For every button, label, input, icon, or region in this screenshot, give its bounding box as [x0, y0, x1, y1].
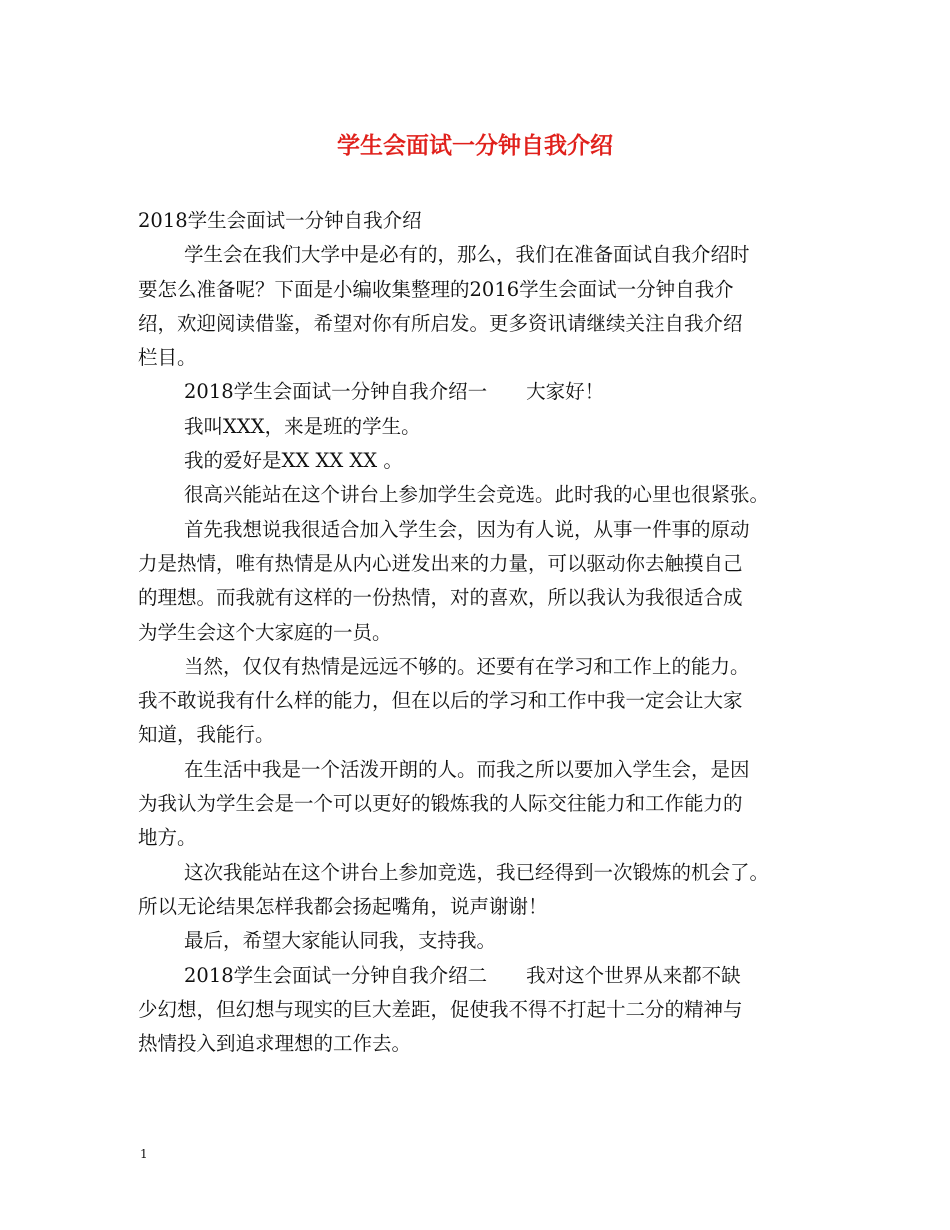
- text-line: 我不敢说我有什么样的能力，但在以后的学习和工作中我一定会让大家: [138, 689, 743, 713]
- text-line: 最后，希望大家能认同我，支持我。: [184, 929, 497, 953]
- text-line: 要怎么准备呢？下面是小编收集整理的2016学生会面试一分钟自我介: [138, 277, 734, 301]
- text-line: 2018学生会面试一分钟自我介绍一 大家好！: [184, 380, 605, 404]
- text-line: 知道，我能行。: [138, 723, 275, 747]
- text-line: 的理想。而我就有这样的一份热情，对的喜欢，所以我认为我很适合成: [138, 586, 743, 610]
- document-body: [138, 204, 828, 1061]
- text-line: 首先我想说我很适合加入学生会，因为有人说，从事一件事的原动: [184, 517, 750, 541]
- page-number: 1: [140, 1147, 148, 1161]
- text-line: 为学生会这个大家庭的一员。: [138, 620, 392, 644]
- text-line: 少幻想，但幻想与现实的巨大差距，促使我不得不打起十二分的精神与: [138, 997, 743, 1021]
- text-line: 很高兴能站在这个讲台上参加学生会竞选。此时我的心里也很紧张。: [184, 483, 770, 507]
- text-line: 我的爱好是XX XX XX 。: [184, 449, 403, 473]
- text-line: 所以无论结果怎样我都会扬起嘴角，说声谢谢！: [138, 894, 548, 918]
- text-line: 我叫XXX，来是班的学生。: [184, 414, 421, 438]
- text-line: 2018学生会面试一分钟自我介绍: [138, 209, 422, 232]
- text-line: 绍，欢迎阅读借鉴，希望对你有所启发。更多资讯请继续关注自我介绍: [138, 311, 743, 335]
- text-line: 2018学生会面试一分钟自我介绍二 我对这个世界从来都不缺: [184, 963, 741, 987]
- text-line: 热情投入到追求理想的工作去。: [138, 1032, 412, 1056]
- text-line: 在生活中我是一个活泼开朗的人。而我之所以要加入学生会，是因: [184, 757, 750, 781]
- text-line: 为我认为学生会是一个可以更好的锻炼我的人际交往能力和工作能力的: [138, 792, 743, 816]
- text-line: 学生会在我们大学中是必有的，那么，我们在准备面试自我介绍时: [184, 243, 750, 267]
- document-title: 学生会面试一分钟自我介绍: [337, 132, 613, 159]
- text-line: 这次我能站在这个讲台上参加竞选，我已经得到一次锻炼的机会了。: [184, 860, 770, 884]
- text-line: 地方。: [138, 826, 197, 850]
- text-line: 当然，仅仅有热情是远远不够的。还要有在学习和工作上的能力。: [184, 654, 750, 678]
- text-line: 力是热情，唯有热情是从内心迸发出来的力量，可以驱动你去触摸自己: [138, 551, 743, 575]
- text-line: 栏目。: [138, 346, 197, 370]
